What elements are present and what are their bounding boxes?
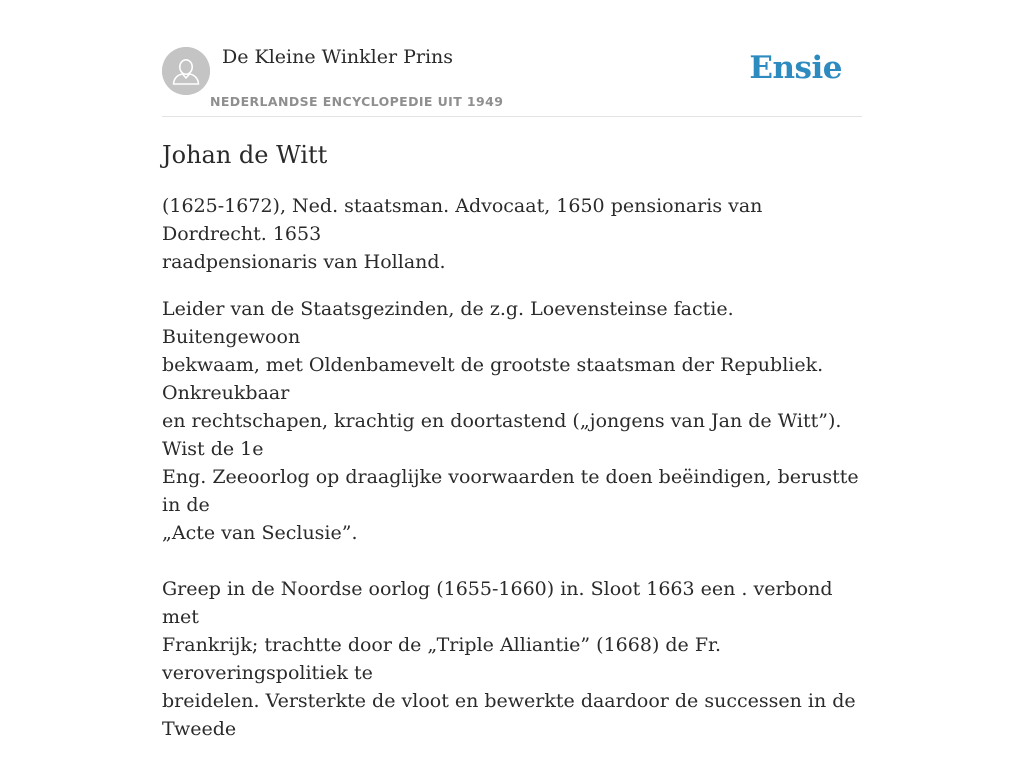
site-header [162, 0, 862, 117]
article-paragraph: (1625-1672), Ned. staatsman. Advocaat, 1650 pensionaris van Dordrecht. 1653 raadpensionaris van Holland. [162, 195, 763, 273]
article-paragraph: Leider van de Staatsgezinden, de z.g. Loevensteinse factie. Buitengewoon bekwaam, met Oldenbamevelt de grootste staatsman der Republiek. Onkreukbaar en rechtschapen, krachtig en doortastend („jongens van Jan de Witt”). Wist de 1e Eng. Zeeoorlog op draaglijke voorwaarden te doen beëindigen, berustte in de „Acte van Seclusie”. Greep in de Noordse oorlog (1655-1660) in. Sloot 1663 een . verbond met Frankrijk; trachtte door de „Triple Alliantie” (1668) de Fr. veroveringspolitiek te breidelen. Versterkte de vloot en bewerkte daardoor de successen in de Tweede [162, 298, 859, 740]
brand-logo[interactable]: Ensie [749, 50, 842, 86]
source-subtitle: NEDERLANDSE ENCYCLOPEDIE UIT 1949 [210, 94, 504, 109]
user-silhouette-icon [162, 47, 210, 95]
article-title: Johan de Witt [162, 141, 328, 169]
article [162, 138, 862, 762]
source-author[interactable]: De Kleine Winkler Prins [222, 46, 454, 68]
avatar[interactable] [162, 47, 210, 95]
